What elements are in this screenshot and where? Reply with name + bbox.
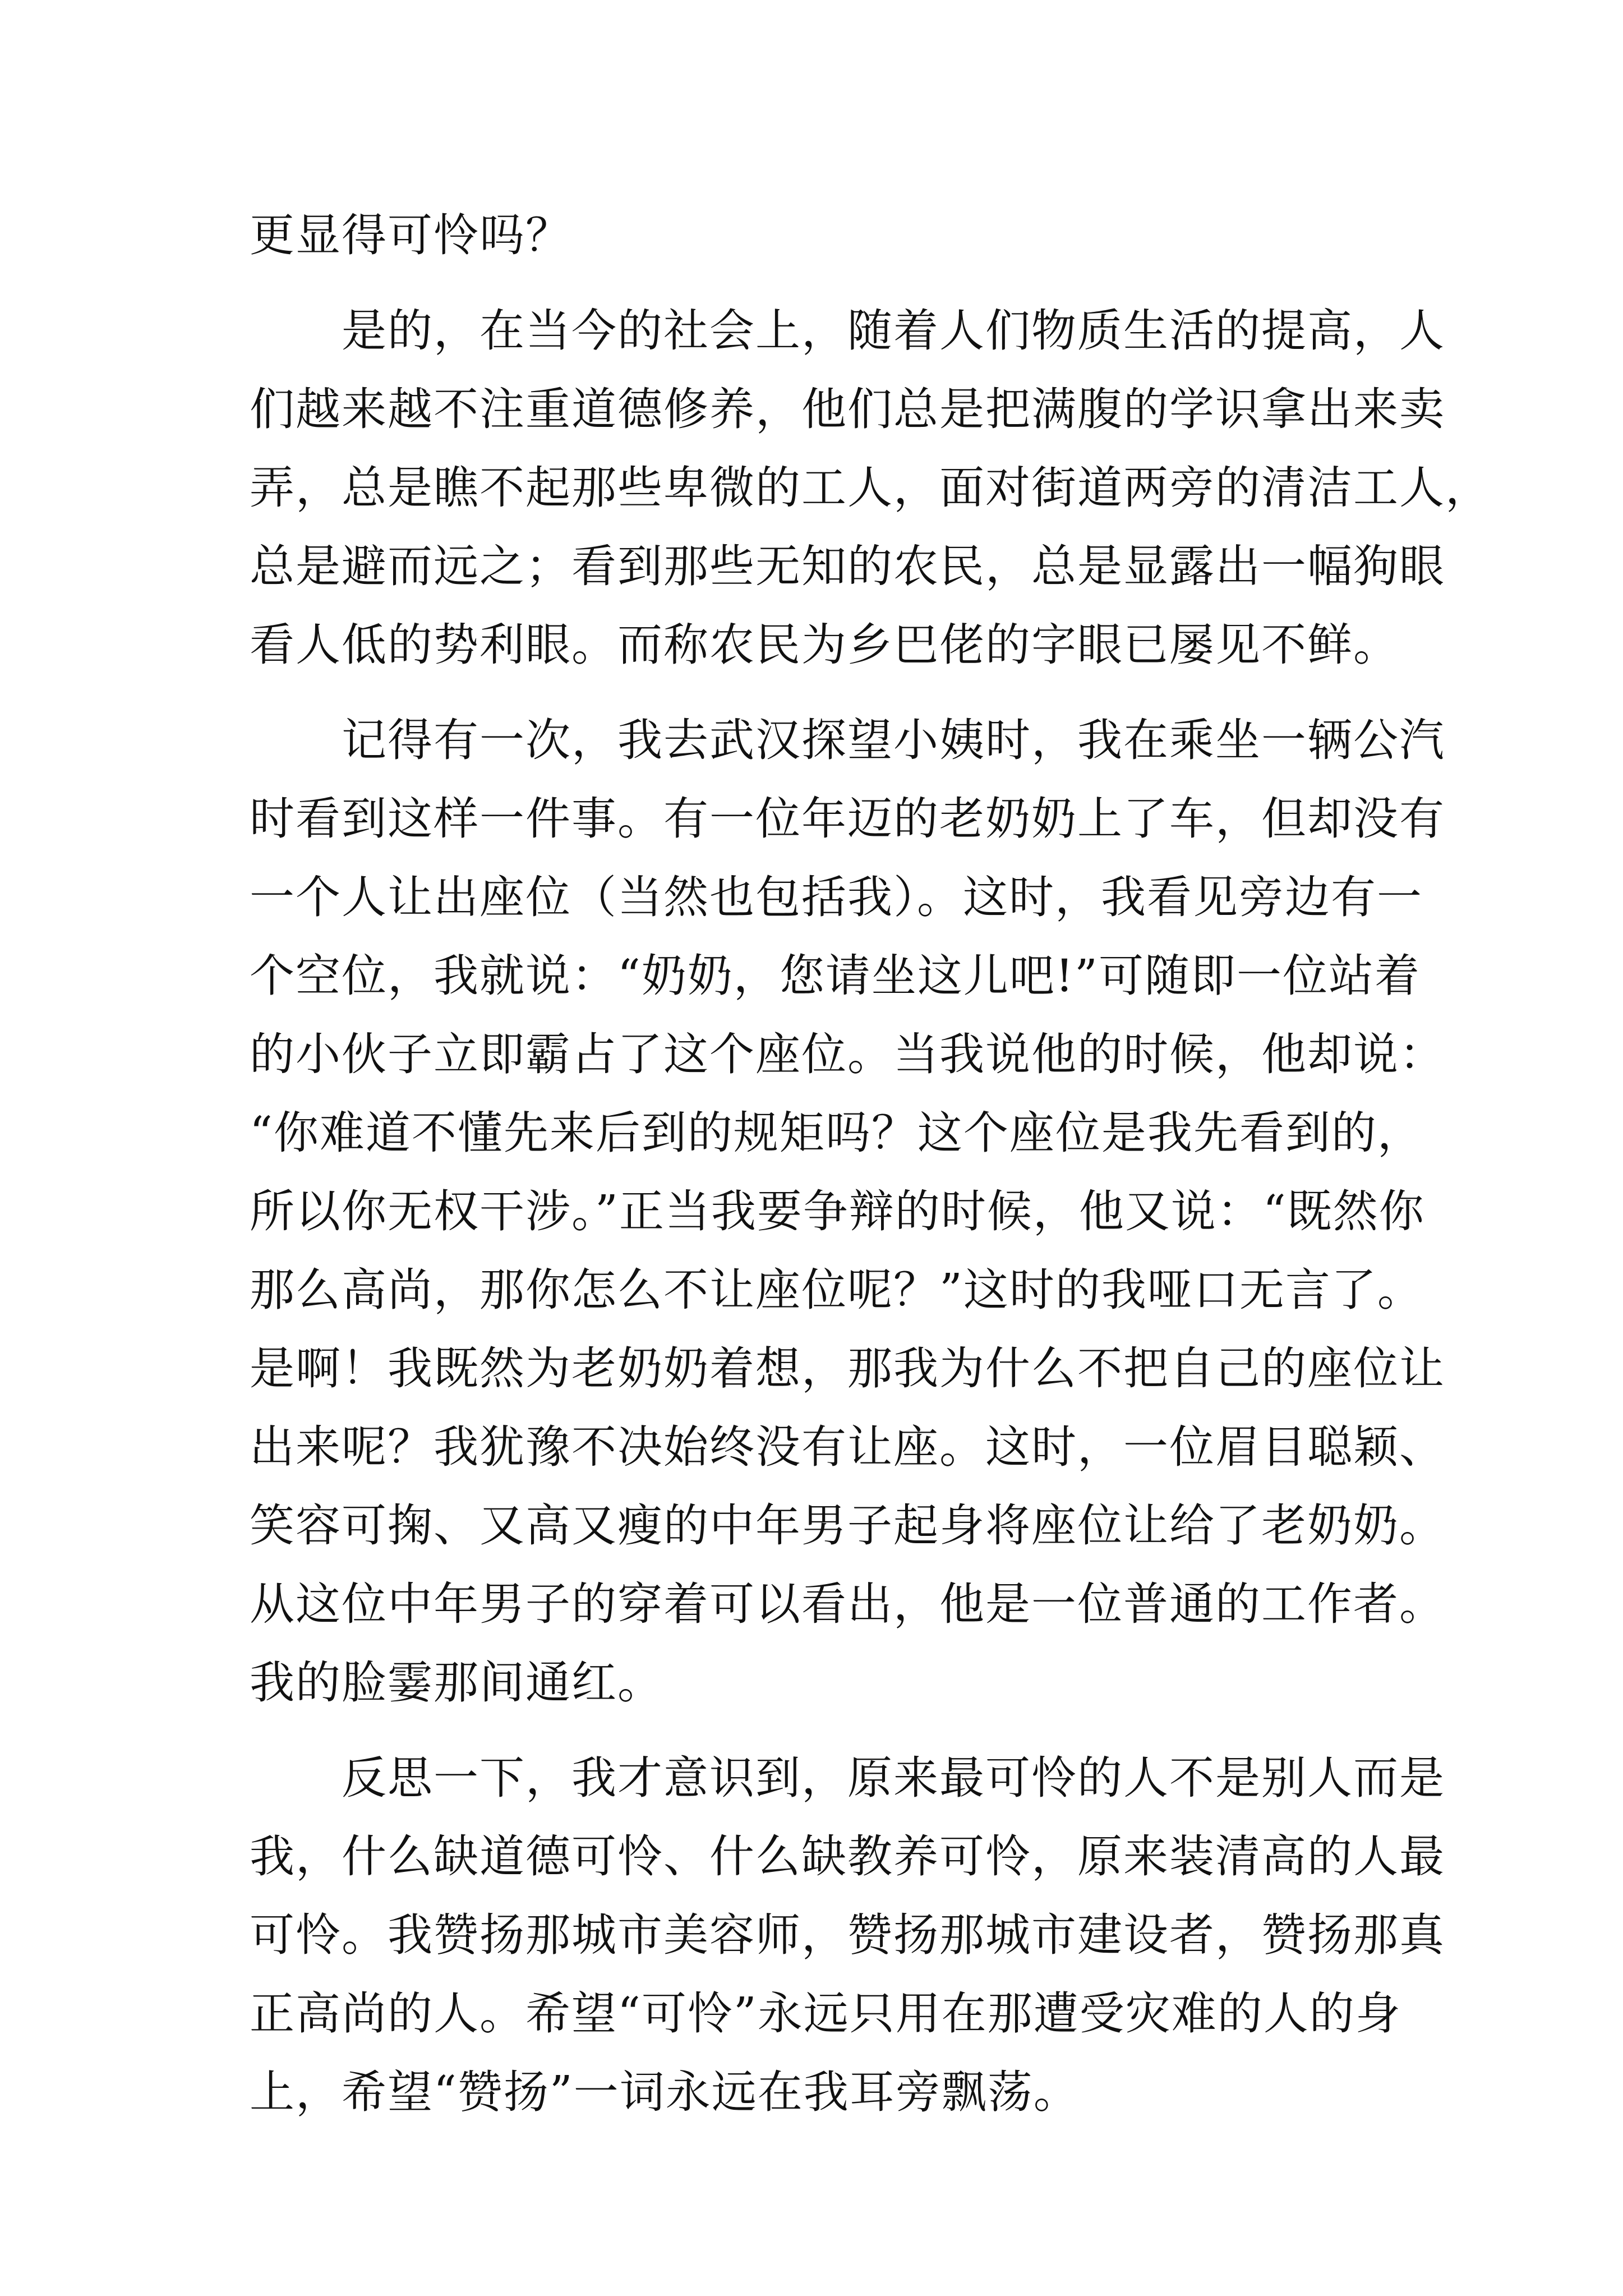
text-line: 那么高尚，那你怎么不让座位呢？”这时的我哑口无言了。 (250, 1264, 1423, 1316)
text-line: 所以你无权干涉。”正当我要争辩的时候，他又说：“既然你 (250, 1185, 1425, 1237)
paragraph (250, 701, 1445, 1722)
text-line: 个空位，我就说：“奶奶，您请坐这儿吧!”可随即一位站着 (250, 950, 1421, 1002)
paragraph (250, 1739, 1445, 2132)
paragraph (250, 196, 1427, 275)
text-line: 是的，在当今的社会上，随着人们物质生活的提高，人 (250, 305, 1445, 357)
text-line: 看人低的势利眼。而称农民为乡巴佬的字眼已屡见不鲜。 (250, 619, 1399, 671)
body-text (250, 196, 1491, 2132)
text-line: “你难道不懂先来后到的规矩吗？这个座位是我先看到的， (250, 1107, 1423, 1159)
text-line: 正高尚的人。希望“可怜”永远只用在那遭受灾难的人的身 (250, 1987, 1401, 2040)
text-line: 我的脸霎那间通红。 (250, 1657, 663, 1709)
text-line: 们越来越不注重道德修养，他们总是把满腹的学识拿出来卖 (250, 383, 1445, 435)
text-line: 记得有一次，我去武汉探望小姨时，我在乘坐一辆公汽 (250, 714, 1445, 766)
text-line: 我，什么缺道德可怜、什么缺教养可怜，原来装清高的人最 (250, 1830, 1445, 1883)
text-line: 总是避而远之；看到那些无知的农民，总是显露出一幅狗眼 (250, 540, 1445, 592)
text-line: 从这位中年男子的穿着可以看出，他是一位普通的工作者。 (250, 1578, 1445, 1630)
text-line: 时看到这样一件事。有一位年迈的老奶奶上了车，但却没有 (250, 793, 1445, 845)
text-line: 出来呢？我犹豫不决始终没有让座。这时，一位眉目聪颖、 (250, 1421, 1445, 1473)
text-line: 可怜。我赞扬那城市美容师，赞扬那城市建设者，赞扬那真 (250, 1909, 1445, 1961)
text-line: 笑容可掬、又高又瘦的中年男子起身将座位让给了老奶奶。 (250, 1499, 1445, 1552)
text-line: 的小伙子立即霸占了这个座位。当我说他的时候，他却说： (250, 1028, 1445, 1080)
text-line: 反思一下，我才意识到，原来最可怜的人不是别人而是 (250, 1752, 1445, 1804)
paragraph (250, 292, 1491, 684)
text-line: 上，希望“赞扬”一词永远在我耳旁飘荡。 (250, 2066, 1080, 2118)
text-line: 一个人让出座位（当然也包括我）。这时，我看见旁边有一 (250, 871, 1423, 923)
text-line: 弄，总是瞧不起那些卑微的工人，面对街道两旁的清洁工人， (250, 462, 1491, 514)
text-line: 是啊！我既然为老奶奶着想，那我为什么不把自己的座位让 (250, 1342, 1445, 1395)
text-line: 更显得可怜吗？ (250, 209, 571, 261)
